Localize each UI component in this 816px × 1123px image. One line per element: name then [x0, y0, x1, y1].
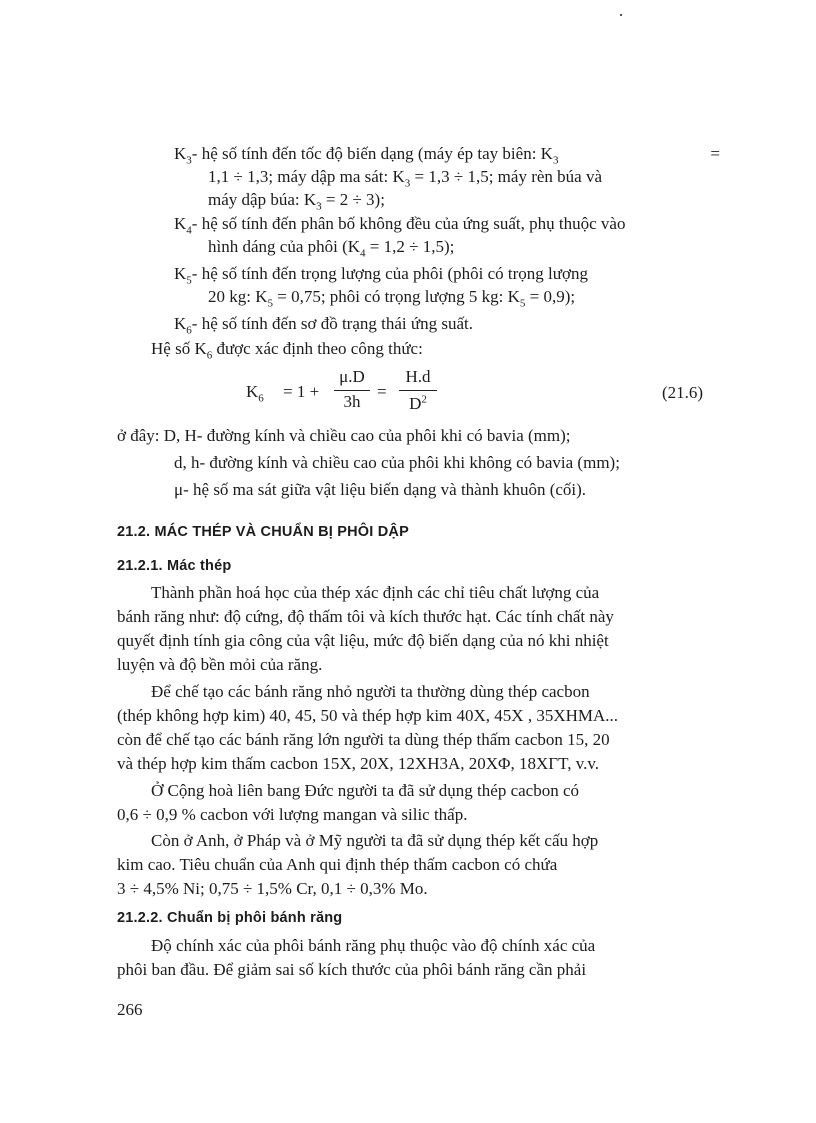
- where-line-1: ở đây: D, H- đường kính và chiều cao của phôi khi có bavia (mm);: [117, 426, 571, 445]
- para4-line-2: kim cao. Tiêu chuẩn của Anh qui định thép thấm cacbon có chứa: [117, 855, 558, 874]
- para3-line-1: Ở Cộng hoà liên bang Đức người ta đã sử dụng thép cacbon có: [151, 781, 580, 800]
- para1-line-2: bánh răng như: độ cứng, độ thấm tôi và kích thước hạt. Các tính chất này: [117, 607, 614, 626]
- fraction-2-bar: [399, 390, 437, 391]
- section-heading-21-2-2: 21.2.2. Chuẩn bị phôi bánh răng: [117, 910, 343, 926]
- page-number: 266: [117, 1000, 143, 1019]
- formula-lhs: $K_6$: [246, 382, 264, 405]
- k3-line-1: $K_3-$ hệ số tính đến tốc độ biến dạng (máy ép tay biên: $K_3$ =: [174, 144, 720, 167]
- scan-speck: [620, 14, 622, 16]
- para1-line-4: luyện và độ bền mỏi của răng.: [117, 655, 323, 674]
- k4-line-2: hình dáng của phôi $(K_4 = 1,2 \div 1,5)$;: [208, 237, 455, 260]
- k6-line: $K_6-$ hệ số tính đến sơ đồ trạng thái ứng suất.: [174, 314, 473, 337]
- para2-line-1: Để chế tạo các bánh răng nhỏ người ta thường dùng thép cacbon: [151, 682, 590, 701]
- para2-line-3: còn để chế tạo các bánh răng lớn người ta dùng thép thấm cacbon 15, 20: [117, 730, 610, 749]
- fraction-2-numerator: H.d: [405, 367, 431, 386]
- k6-intro: Hệ số $K_6$ được xác định theo công thức:: [151, 339, 423, 362]
- para5-line-2: phôi ban đầu. Để giảm sai số kích thước của phôi bánh răng cần phải: [117, 960, 587, 979]
- formula-equals: =: [377, 382, 387, 401]
- para2-line-4: và thép hợp kim thấm cacbon 15X, 20X, 12XH3A, 20XΦ, 18XΓT, v.v.: [117, 754, 599, 773]
- k4-line-1: $K_4-$ hệ số tính đến phân bố không đều của ứng suất, phụ thuộc vào: [174, 214, 626, 237]
- k3-line-2: 1,1 ÷ 1,3; máy dập ma sát: $K_3 = 1,3 \div 1,5$; máy rèn búa và: [208, 167, 602, 190]
- section-heading-21-2: 21.2. MÁC THÉP VÀ CHUẨN BỊ PHÔI DẬP: [117, 524, 409, 540]
- para4-line-3: 3 ÷ 4,5% Ni; 0,75 ÷ 1,5% Cr, 0,1 ÷ 0,3% Mo.: [117, 879, 428, 898]
- para4-line-1: Còn ở Anh, ở Pháp và ở Mỹ người ta đã sử dụng thép kết cấu hợp: [151, 831, 599, 850]
- where-line-2: d, h- đường kính và chiều cao của phôi khi không có bavia (mm);: [174, 453, 620, 472]
- k3-line-3: máy dập búa: $K_3 = 2 \div 3$);: [208, 190, 385, 213]
- equation-number: (21.6): [662, 383, 704, 402]
- fraction-1-numerator: μ.D: [339, 367, 365, 386]
- para1-line-3: quyết định tính gia công của vật liệu, mức độ biến dạng của nó khi nhiệt: [117, 631, 609, 650]
- k5-line-2: 20 kg: $K_5 = 0,75$; phôi có trọng lượng 5 kg: $K_5 = 0,9$);: [208, 287, 576, 310]
- formula-plus-one: = 1 +: [283, 382, 320, 401]
- para1-line-1: Thành phần hoá học của thép xác định các chỉ tiêu chất lượng của: [151, 583, 600, 602]
- section-heading-21-2-1: 21.2.1. Mác thép: [117, 558, 232, 574]
- para3-line-2: 0,6 ÷ 0,9 % cacbon với lượng mangan và silic thấp.: [117, 805, 468, 824]
- fraction-2-denominator: $D^2$: [409, 393, 427, 413]
- para2-line-2: (thép không hợp kim) 40, 45, 50 và thép hợp kim 40X, 45X , 35XHMA...: [117, 706, 619, 725]
- fraction-1-denominator: 3h: [343, 392, 361, 411]
- para5-line-1: Độ chính xác của phôi bánh răng phụ thuộc vào độ chính xác của: [151, 936, 596, 955]
- k5-line-1: $K_5-$ hệ số tính đến trọng lượng của phôi (phôi có trọng lượng: [174, 264, 588, 287]
- where-line-3: μ- hệ số ma sát giữa vật liệu biến dạng và thành khuôn (cối).: [174, 480, 587, 499]
